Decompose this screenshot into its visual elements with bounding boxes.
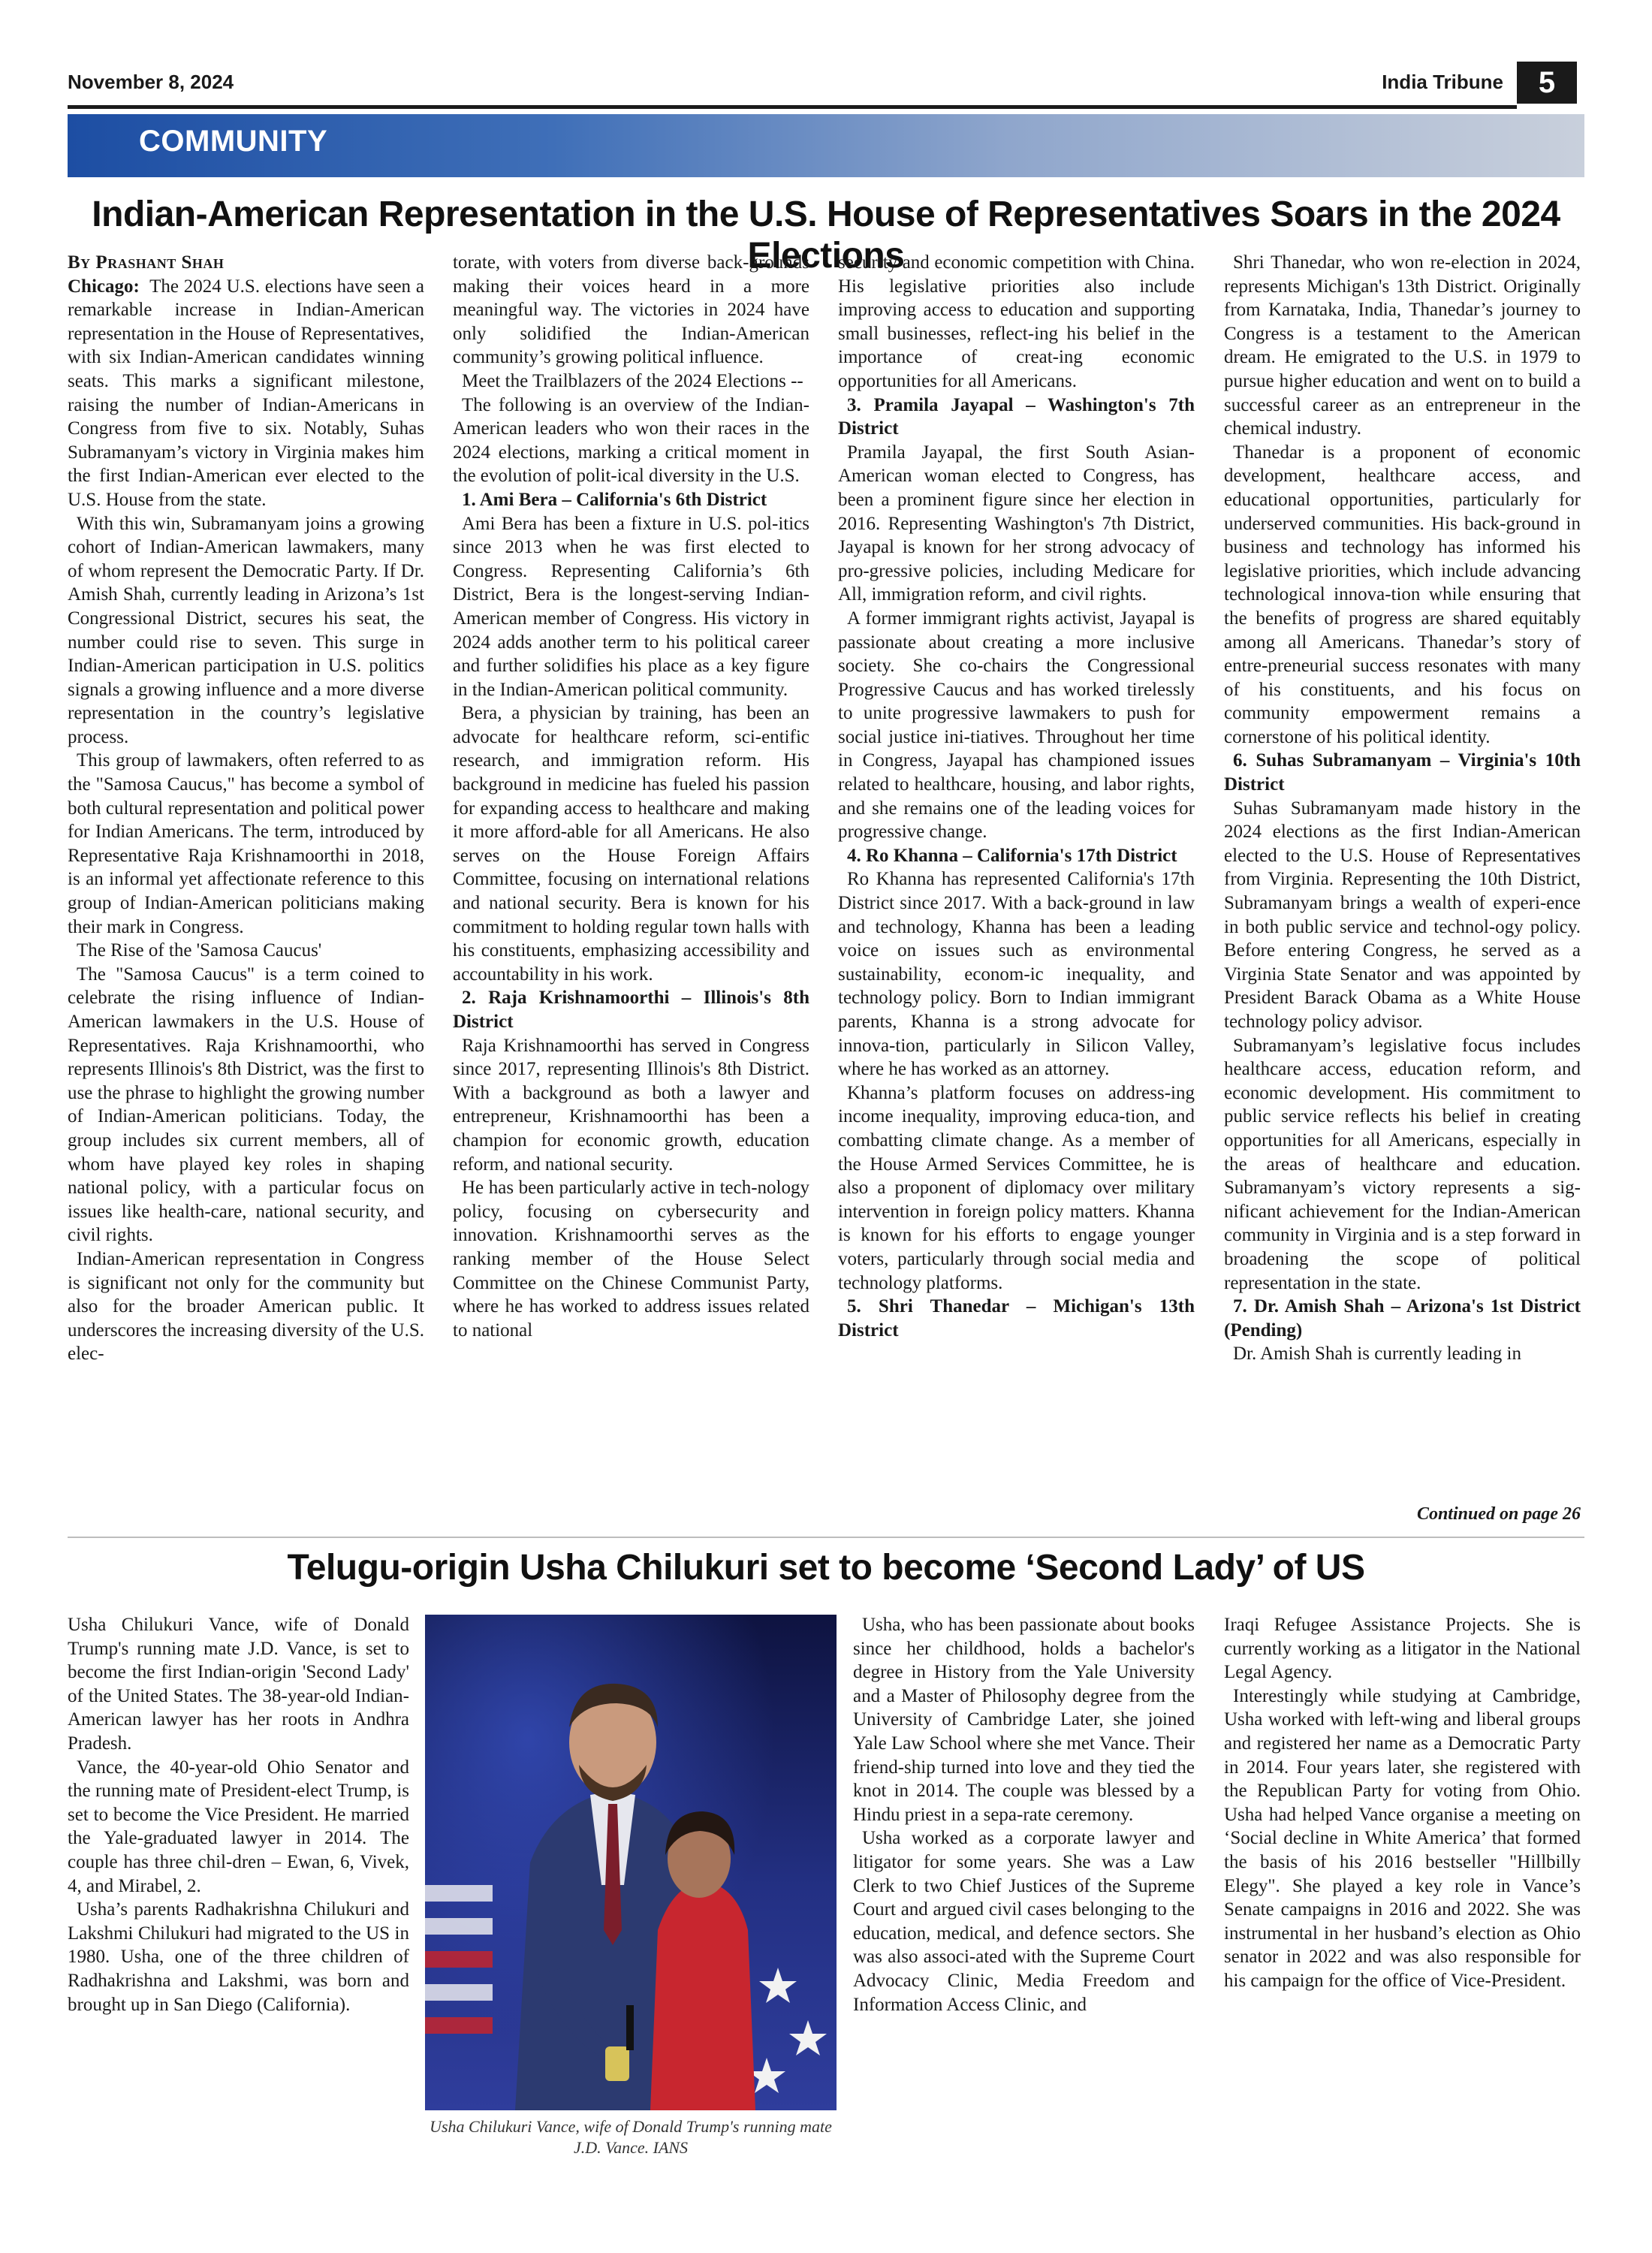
subhead: The Rise of the 'Samosa Caucus': [77, 940, 322, 961]
subhead: 6. Suhas Subramanyam – Virginia's 10th District: [1224, 750, 1581, 795]
story-column-3: [853, 1613, 1195, 2016]
paragraph: Iraqi Refugee Assistance Projects. She is currently working as a litigator in the National Legal Agency.: [1224, 1615, 1581, 1683]
article-column-1: [68, 251, 424, 1366]
story-column-4: [1224, 1613, 1581, 1993]
article-column-4: [1224, 251, 1581, 1366]
couple-photo-illustration: [425, 1615, 837, 2110]
paragraph: A former immigrant rights activist, Jayapal is passionate about creating a more inclusive society. She co-chairs the Congressional Progressive Caucus and has worked tirelessly to unite progressive lawmakers to push for social justice ini-tiatives. Throughout her time in Congress, Jayapal has championed issues related to healthcare, housing, and labor rights, and she remains one of the leading voices for progressive change.: [838, 608, 1195, 843]
subhead: 3. Pramila Jayapal – Washington's 7th District: [838, 394, 1195, 439]
paragraph: The following is an overview of the Indian-American leaders who won their races in the 2024 elections, marking a critical moment in the evolution of polit-ical diversity in the U.S.: [453, 394, 809, 487]
subhead: 4. Ro Khanna – California's 17th District: [847, 845, 1177, 866]
issue-date: November 8, 2024: [68, 71, 234, 93]
page-header: [68, 66, 1577, 110]
paragraph: Khanna’s platform focuses on address-ing income inequality, improving educa-tion, and combatting climate change. As a member of the House Armed Services Committee, he is also a proponent of diplomacy over military intervention in foreign policy matters. Khanna is known for his efforts to engage younger voters, particularly through social media and technology platforms.: [838, 1082, 1195, 1293]
paragraph: Dr. Amish Shah is currently leading in: [1233, 1344, 1521, 1365]
paragraph: Usha, who has been passionate about books since her childhood, holds a bachelor's degree in History from the Yale University and a Master of Philosophy degree from the University of Cambridge Later, she joined Yale Law School where she met Vance. Their friend-ship turned into love and they tied the knot in 2014. The couple was blessed by a Hindu priest in a sepa-rate ceremony.: [853, 1615, 1195, 1825]
article-column-3: [838, 251, 1195, 1342]
paragraph: Interestingly while studying at Cambridge, Usha worked with left-wing and liberal groups and registered her name as a Democratic Party in 2014. Four years later, she registered with the Republican Party for voting from Ohio. Usha had helped Vance organise a meeting on ‘Social decline in White America’ that formed the basis of his 2016 bestseller "Hillbilly Elegy". She played a key role in Vance’s Senate campaigns in 2016 and 2022. She was instrumental in her husband’s election as Ohio senator in 2022 and was also responsible for his campaign for the office of Vice-President.: [1224, 1685, 1581, 1991]
paragraph: With this win, Subramanyam joins a growing cohort of Indian-American lawmakers, many of whom represent the Democratic Party. If Dr. Amish Shah, currently leading in Arizona’s 1st Congressional District, secures his seat, the number could rise to seven. This surge in Indian-American participation in U.S. politics signals a growing influence and a more diverse representation in the country’s legislative process.: [68, 513, 424, 747]
paragraph: Usha’s parents Radhakrishna Chilukuri and Lakshmi Chilukuri had migrated to the US in 1980. Usha, one of the three children of Radhakrishna and Lakshmi, was born and brought up in San Diego (California).: [68, 1899, 409, 2015]
subhead: 7. Dr. Amish Shah – Arizona's 1st District (Pending): [1224, 1296, 1581, 1341]
paragraph: This group of lawmakers, often referred to as the "Samosa Caucus," has become a symbol of both cultural representation and political power for Indian Americans. The term, introduced by Representative Raja Krishnamoorthi in 2018, is an informal yet affectionate reference to this group of Indian-American politicians making their mark in Congress.: [68, 750, 424, 937]
section-title: COMMUNITY: [139, 125, 328, 158]
article-headline-2: Telugu-origin Usha Chilukuri set to become ‘Second Lady’ of US: [287, 1548, 1365, 1588]
publication-name: India Tribune: [1382, 71, 1503, 93]
paragraph: Usha Chilukuri Vance, wife of Donald Trump's running mate J.D. Vance, is set to become the first Indian-origin 'Second Lady' of the United States. The 38-year-old Indian-American lawyer has her roots in Andhra Pradesh.: [68, 1615, 409, 1754]
header-rule: [68, 105, 1517, 109]
paragraph: Indian-American representation in Congress is significant not only for the community but also for the broader American public. It underscores the increasing diversity of the U.S. elec-: [68, 1248, 424, 1365]
paragraph: Vance, the 40-year-old Ohio Senator and the running mate of President-elect Trump, is set to become the Vice President. He married the Yale-graduated lawyer in 2014. The couple has three chil-dren – Ewan, 6, Vivek, 4, and Mirabel, 2.: [68, 1757, 409, 1896]
subhead: 5. Shri Thanedar – Michigan's 13th District: [838, 1296, 1195, 1341]
paragraph: Pramila Jayapal, the first South Asian-American woman elected to Congress, has been a prominent figure since her election in 2016. Representing Washington's 7th District, Jayapal is known for her strong advocacy of pro-gressive policies, including Medicare for All, immigration reform, and civil rights.: [838, 442, 1195, 605]
paragraph: Subramanyam’s legislative focus includes healthcare access, education reform, and economic development. His commitment to public service reflects his belief in creating opportunities for all Americans, especially in the areas of healthcare and education. Subramanyam’s victory represents a sig-nificant achievement for the Indian-American community in Virginia and is a step forward in broadening the scope of political representation in the state.: [1224, 1035, 1581, 1293]
paragraph: Thanedar is a proponent of economic development, healthcare access, and educational opportunities, particularly for underserved communities. His back-ground in business and technology has informed his legislative priorities, which include advancing technological innova-tion while ensuring that the benefits of progress are shared equitably among all Americans. Thanedar’s story of entre-preneurial success resonates with many of his constituents, and his focus on community empowerment remains a cornerstone of his political identity.: [1224, 442, 1581, 747]
paragraph: Ami Bera has been a fixture in U.S. pol-itics since 2013 when he was first elected to Congress. Representing California’s 6th District, Bera is the longest-serving Indian-American member of Congress. His victory in 2024 adds another term to his political career and further solidifies his place as a key figure in the Indian-American political community.: [453, 513, 809, 700]
paragraph: security and economic competition with China. His legislative priorities also include improving access to education and supporting small businesses, reflect-ing his belief in the importance of creat-ing economic opportunities for all Americans.: [838, 252, 1195, 391]
page-number: 5: [1517, 62, 1577, 104]
article-headline: Indian-American Representation in the U.S. House of Representatives Soars in the 2024 Elections: [92, 195, 1560, 276]
paragraph: Suhas Subramanyam made history in the 2024 elections as the first Indian-American elected to the U.S. House of Representatives from Virginia. Representing the 10th District, Subramanyam brings a wealth of experi-ence in both public service and technol-ogy policy. Before entering Congress, he served as a Virginia State Senator and was appointed by President Barack Obama as a White House technology policy advisor.: [1224, 798, 1581, 1032]
continued-note[interactable]: Continued on page 26: [1416, 1504, 1581, 1524]
paragraph: He has been particularly active in tech-nology policy, focusing on cybersecurity and innovation. Krishnamoorthi serves as the ranking member of the House Select Committee on the Chinese Communist Party, where he has worked to address issues related to national: [453, 1178, 809, 1341]
paragraph: Usha worked as a corporate lawyer and litigator for some years. She was a Law Clerk to two Chief Justices of the Supreme Court and argued civil cases belonging to the education, medical, and defence sectors. She was also associ-ated with the Supreme Court Advocacy Clinic, Media Freedom and Information Access Clinic, and: [853, 1828, 1195, 2015]
dateline: Chicago:: [68, 276, 140, 297]
paragraph: Meet the Trailblazers of the 2024 Elections --: [462, 370, 803, 391]
paragraph: torate, with voters from diverse back-grounds making their voices heard in a more meaningful way. The victories in 2024 have only solidified the Indian-American community’s growing political influence.: [453, 252, 809, 368]
story-column-1: [68, 1613, 409, 2016]
paragraph: Ro Khanna has represented California's 17th District since 2017. With a back-ground in law and technology, Khanna has been a leading voice on issues such as environmental sustainability, econom-ic inequality, and technology policy. Born to Indian immigrant parents, Khanna is a strong advocate for innova-tion, particularly in Silicon Valley, where he has worked as an attorney.: [838, 869, 1195, 1080]
article-column-2: [453, 251, 809, 1342]
news-photo: [425, 1615, 837, 2110]
subhead: 2. Raja Krishnamoorthi – Illinois's 8th District: [453, 988, 809, 1032]
paragraph: Chicago: The 2024 U.S. elections have seen a remarkable increase in Indian-American representation in the House of Representatives, with six Indian-American candidates winning seats. This marks a significant milestone, raising the number of Indian-Americans in Congress from five to six. Notably, Suhas Subramanyam’s victory in Virginia makes him the first Indian-American ever elected to the U.S. House from the state.: [68, 276, 424, 510]
byline: By Prashant Shah: [68, 252, 225, 273]
paragraph: Raja Krishnamoorthi has served in Congress since 2017, representing Illinois's 8th District. With a background as both a lawyer and entrepreneur, Krishnamoorthi has been a champion for economic growth, education reform, and national security.: [453, 1035, 809, 1175]
photo-caption: Usha Chilukuri Vance, wife of Donald Trump's running mate J.D. Vance. IANS: [430, 2117, 832, 2157]
paragraph: The "Samosa Caucus" is a term coined to celebrate the rising influence of Indian-American lawmakers in the U.S. House of Representatives. Raja Krishnamoorthi, who represents Illinois's 8th District, was the first to use the phrase to highlight the growing number of Indian-American politicians. Today, the group includes six current members, all of whom have played key roles in shaping national policy, with a particular focus on issues like health-care, national security, and civil rights.: [68, 964, 424, 1246]
paragraph: Bera, a physician by training, has been an advocate for healthcare reform, sci-entific research, and immigration reform. His background in medicine has fueled his passion for expanding access to healthcare and making it more afford-able for all Americans. He also serves on the House Foreign Affairs Committee, focusing on international relations and national security. Bera is known for his commitment to holding regular town halls with his constituents, emphasizing accessibility and accountability in his work.: [453, 703, 809, 985]
subhead: 1. Ami Bera – California's 6th District: [462, 489, 767, 510]
article-divider: [68, 1537, 1584, 1538]
paragraph: Shri Thanedar, who won re-election in 2024, represents Michigan's 13th District. Originally from Karnataka, India, Thanedar’s journey to Congress is a testament to the American dream. He emigrated to the U.S. in 1979 to pursue higher education and went on to build a successful career as an entrepreneur in the chemical industry.: [1224, 252, 1581, 439]
section-banner: [68, 114, 1584, 177]
